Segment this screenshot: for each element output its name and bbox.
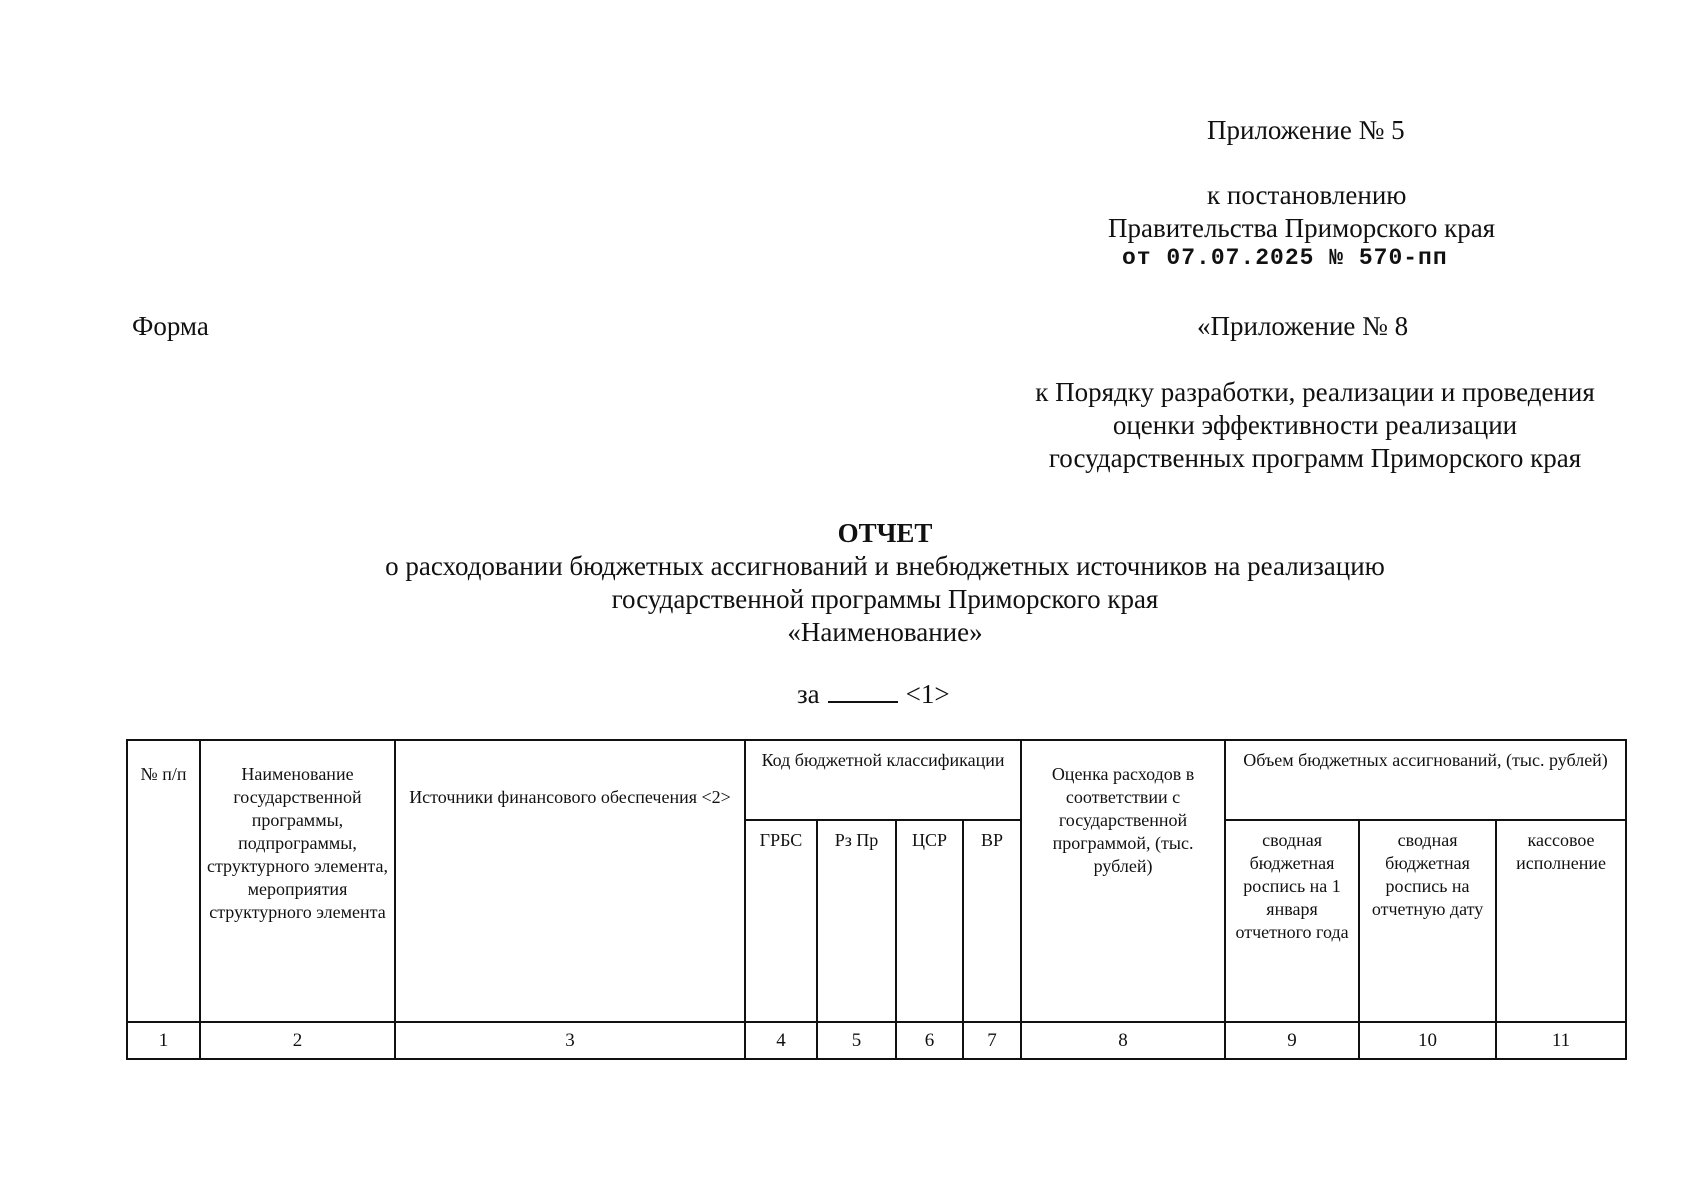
report-subtitle-1: о расходовании бюджетных ассигнований и внебюджетных источников на реализацию <box>385 551 1385 581</box>
appendix-number: Приложение № 5 <box>1207 115 1405 145</box>
header-cash-execution: кассовое исполнение <box>1496 820 1626 1022</box>
date-number-stamp: от 07.07.2025 № 570-пп <box>1122 245 1448 271</box>
column-number: 4 <box>745 1022 817 1059</box>
government-name: Правительства Приморского края <box>1108 213 1496 243</box>
report-title-block <box>250 517 1520 649</box>
column-number: 7 <box>963 1022 1021 1059</box>
procedure-line-3: государственных программ Приморского края <box>1048 443 1582 473</box>
column-number: 2 <box>200 1022 395 1059</box>
report-heading: ОТЧЕТ <box>837 518 933 548</box>
header-program-name: Наименование государственной программы, подпрограммы, структурного элемента, мероприятия структурного элемента <box>200 740 395 1022</box>
column-number: 10 <box>1359 1022 1496 1059</box>
header-report-date-budget: сводная бюджетная роспись на отчетную дату <box>1359 820 1496 1022</box>
appendix-8: «Приложение № 8 <box>1197 311 1409 341</box>
form-label: Форма <box>132 311 209 341</box>
resolution-reference: к постановлению <box>1207 180 1407 210</box>
column-number: 6 <box>896 1022 963 1059</box>
header-jan1-budget: сводная бюджетная роспись на 1 января отчетного года <box>1225 820 1359 1022</box>
period-prefix: за <box>797 679 820 709</box>
header-vr: ВР <box>963 820 1021 1022</box>
column-number: 3 <box>395 1022 745 1059</box>
report-subtitle-2: государственной программы Приморского края <box>611 584 1159 614</box>
column-number: 9 <box>1225 1022 1359 1059</box>
report-table <box>126 739 1627 1060</box>
header-expense-estimate: Оценка расходов в соответствии с государственной программой, (тыс. рублей) <box>1021 740 1225 1022</box>
header-funding-sources: Источники финансового обеспечения <2> <box>395 740 745 1022</box>
column-number: 1 <box>127 1022 200 1059</box>
header-budget-classification-code: Код бюджетной классификации <box>745 740 1021 820</box>
period-footnote: <1> <box>905 679 950 709</box>
header-num: № п/п <box>127 740 200 1022</box>
report-subtitle-3: «Наименование» <box>787 617 983 647</box>
column-number: 11 <box>1496 1022 1626 1059</box>
header-rz-pr: Рз Пр <box>817 820 896 1022</box>
column-number: 8 <box>1021 1022 1225 1059</box>
report-period <box>797 676 950 710</box>
procedure-line-2: оценки эффективности реализации <box>1112 410 1518 440</box>
header-csr: ЦСР <box>896 820 963 1022</box>
column-numbers-row <box>127 1022 1626 1059</box>
column-number: 5 <box>817 1022 896 1059</box>
period-blank-field[interactable] <box>828 676 898 703</box>
header-budget-volume: Объем бюджетных ассигнований, (тыс. рублей) <box>1225 740 1626 820</box>
header-grbs: ГРБС <box>745 820 817 1022</box>
procedure-line-1: к Порядку разработки, реализации и проведения <box>1035 377 1595 407</box>
